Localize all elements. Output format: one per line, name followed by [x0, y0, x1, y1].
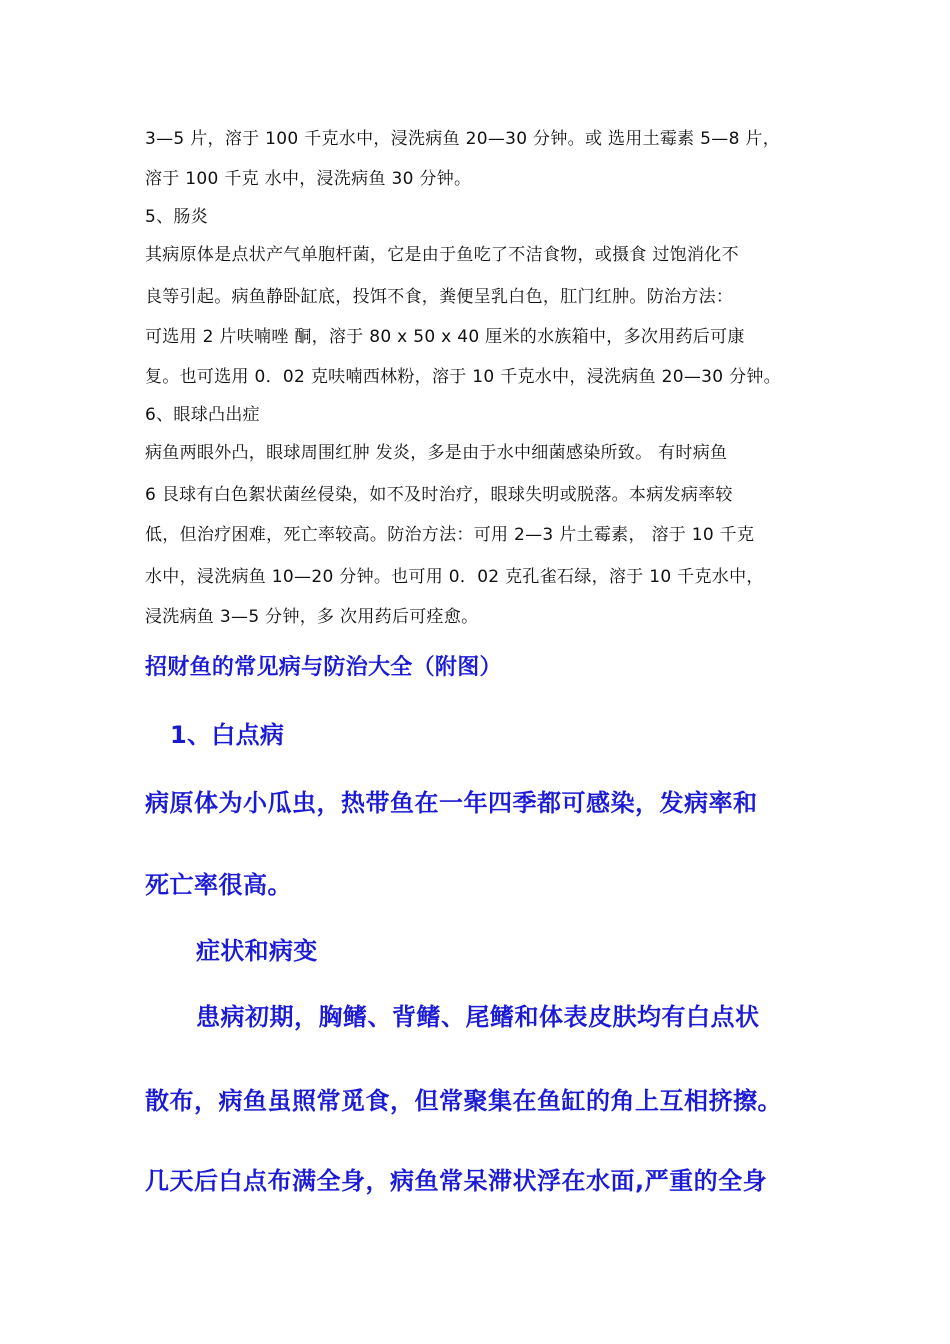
body-line: 3—5 片，溶于 100 千克水中，浸洗病鱼 20—30 分钟。或 选用土霉素 5—8 片， [145, 129, 781, 149]
body-line: 低，但治疗困难，死亡率较高。防治方法：可用 2—3 片土霉素， 溶于 10 千克 [145, 525, 755, 545]
blue-paragraph-line: 病原体为小瓜虫，热带鱼在一年四季都可感染，发病率和 [145, 789, 758, 817]
blue-paragraph-line: 散布，病鱼虽照常觅食，但常聚集在鱼缸的角上互相挤擦。 [145, 1087, 782, 1115]
section-title: 招财鱼的常见病与防治大全（附图） [145, 655, 502, 680]
body-line: 浸洗病鱼 3—5 分钟，多 次用药后可痊愈。 [145, 607, 479, 627]
body-line: 良等引起。病鱼静卧缸底，投饵不食，粪便呈乳白色，肛门红肿。防治方法： [145, 287, 734, 307]
subsection-title: 1、白点病 [170, 721, 285, 749]
section-heading-exophthalmia: 6、眼球凸出症 [145, 405, 260, 425]
body-line: 水中，浸洗病鱼 10—20 分钟。也可用 0．02 克孔雀石绿，溶于 10 千克水中， [145, 567, 764, 587]
blue-paragraph-line: 几天后白点布满全身，病鱼常呆滞状浮在水面,严重的全身 [145, 1167, 768, 1195]
section-heading-enteritis: 5、肠炎 [145, 207, 209, 227]
body-line: 其病原体是点状产气单胞杆菌，它是由于鱼吃了不洁食物，或摄食 过饱消化不 [145, 245, 739, 265]
symptoms-heading: 症状和病变 [196, 937, 318, 965]
body-line: 6 艮球有白色絮状菌丝侵染，如不及时治疗，眼球失明或脱落。本病发病率较 [145, 485, 733, 505]
body-line: 病鱼两眼外凸，眼球周围红肿 发炎，多是由于水中细菌感染所致。 有时病鱼 [145, 443, 728, 463]
body-line: 可选用 2 片呋喃唑 酮，溶于 80 x 50 x 40 厘米的水族箱中，多次用药后可康 [145, 327, 745, 347]
body-line: 复。也可选用 0．02 克呋喃西林粉，溶于 10 千克水中，浸洗病鱼 20—30 分钟。 [145, 367, 781, 387]
blue-paragraph-line: 患病初期，胸鳍、背鳍、尾鳍和体表皮肤均有白点状 [196, 1003, 760, 1031]
blue-paragraph-line: 死亡率很高。 [145, 871, 292, 899]
body-line: 溶于 100 千克 水中，浸洗病鱼 30 分钟。 [145, 169, 472, 189]
